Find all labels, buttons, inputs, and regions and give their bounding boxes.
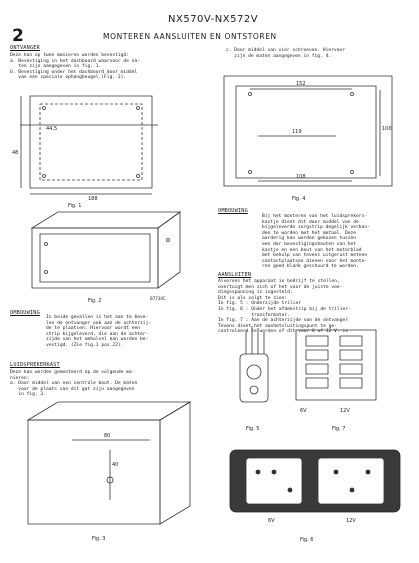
page-number: 2: [12, 26, 24, 46]
text-line: len de ontvanger ook aan de achterzij-: [46, 320, 152, 326]
fig7-terminal: [306, 350, 328, 360]
text-line: Deze kan op twee manieren worden bevestigd:: [10, 53, 129, 58]
text-line: In fig. 6 : Onder het afdekstrip bij de trilier-: [218, 306, 351, 312]
text-line: met behulp van tevens uitgerust meteen: [262, 253, 368, 259]
text-line: c. Door middel van vier schroeven. Hiervoor: [226, 48, 345, 53]
text-line: in fig. 3.: [10, 392, 46, 398]
fig6-contact: [350, 488, 354, 492]
text-line: In fig. 7 : Aan de achterzijde van de ontvanger: [218, 318, 348, 324]
fig6-left-panel: [246, 458, 302, 504]
fig5-label-6v: 6V: [300, 408, 307, 414]
fig1-outer-rect: [30, 96, 152, 188]
fig7-panel: [296, 330, 376, 400]
fig2-code: B7734C: [150, 296, 166, 301]
text-line: ren goed blank geschuurd te worden.: [262, 264, 359, 270]
fig6-contact: [288, 488, 292, 492]
fig6-contact: [334, 470, 338, 474]
fig2-side-face: [158, 212, 180, 288]
fig6-contact: [256, 470, 260, 474]
fig2-top-face: [32, 212, 180, 228]
fig1-cutout-rect: [40, 104, 142, 180]
fig6-label-12v: 12V: [346, 518, 356, 524]
text-line: kastje dient dit door middel van de: [262, 219, 359, 225]
fig1-caption: Fig. 1: [68, 203, 82, 209]
fig7-terminal: [340, 336, 362, 346]
fig2-hole: [45, 271, 48, 274]
fig4-dim-mid: 119: [292, 129, 302, 135]
fig2-caption: Fig. 2: [88, 298, 102, 304]
fig6-label-6v: 6V: [268, 518, 275, 524]
text-line: a. Bevestiging in het dashboard waarvoor de na-: [10, 58, 140, 64]
heading-ombouwing-right: OMBOUWING: [218, 208, 248, 214]
fig1-hole: [137, 107, 140, 110]
fig5-socket: [247, 365, 261, 379]
text-line: vestigd. (Zie fig.1 pos.22).: [46, 342, 124, 348]
figure-6-drawing: [230, 450, 400, 512]
fig6-contact: [272, 470, 276, 474]
fig4-inner-rect: [236, 86, 376, 178]
text-luidsprekerkast: [10, 370, 137, 398]
fig3-side-face: [160, 402, 190, 524]
fig2-inner-panel: [40, 234, 150, 282]
fig4-dim-bottom: 108: [296, 174, 306, 180]
text-line: Alvorens het apparaat in bedrijf te stellen,: [218, 279, 340, 284]
text-line: In beide gevallen is het aan te beve-: [46, 315, 149, 320]
text-line: ten zijn aangegeven in fig. 1.: [10, 64, 102, 70]
figure-2-drawing: [32, 212, 180, 288]
text-line: contactplaatsen dienen voor het monte-: [262, 258, 368, 264]
model-number: NX570V-NX572V: [168, 14, 259, 25]
fig6-contact: [366, 470, 370, 474]
text-line: voor de plaats van dit gat zijn aangegeven: [10, 386, 135, 392]
heading-ontvanger: ONTVANGER: [10, 45, 40, 51]
text-line: nieren:: [10, 375, 30, 381]
fig3-dim-b: 40: [112, 462, 119, 468]
text-line: overtuigt men zich of het voor de juiste voe-: [218, 284, 343, 290]
text-line: b. Bevestiging onder het dashboord door middel: [10, 69, 138, 75]
fig3-front-face: [28, 420, 160, 524]
fig7-terminal: [306, 378, 328, 388]
text-line: strip bijgeleverd, die aan de achter-: [46, 331, 149, 337]
fig1-hole: [43, 107, 46, 110]
text-ombouwing-left: [46, 315, 151, 349]
fig7-terminal: [306, 336, 328, 346]
fig7-terminal: [340, 378, 362, 388]
fig5-label-12v: 12V: [340, 408, 350, 414]
fig4-hole: [249, 171, 252, 174]
fig4-hole: [249, 93, 252, 96]
text-line: dingsspanning is ingesteld.: [218, 290, 293, 296]
fig2-front-face: [32, 228, 158, 288]
text-aansluiten: [218, 279, 351, 335]
figure-5-drawing: [240, 326, 268, 402]
fig2-hole: [45, 243, 48, 246]
text-ontvanger: [10, 53, 140, 81]
fig1-hole: [137, 175, 140, 178]
fig3-caption: Fig. 3: [92, 536, 106, 542]
fig5-connector-body: [240, 354, 268, 402]
text-line: In fig. 5 : Onderzijde trilier: [218, 301, 301, 307]
text-line: van een speciale ophangbeugel.(Fig. 2).: [10, 75, 127, 81]
text-line: a. Door middel van een centrale bout. De maten: [10, 381, 138, 387]
text-line: Tevens dient het aanhetsluitingspunt te ge-: [218, 323, 337, 329]
text-line: een der bevestigingsbouten van het: [262, 241, 357, 247]
text-line: controleerd te worden of dit voor 6 of 12 V. is: [218, 329, 348, 335]
text-line: Bij het monteren van het luidsprekers-: [262, 214, 368, 219]
fig7-caption: Fig. 7: [332, 426, 346, 432]
figure-3-drawing: [28, 402, 190, 524]
text-line: de te plaatsen. Hiervoor wordt een: [46, 326, 141, 332]
figure-1-drawing: [20, 96, 158, 194]
fig1-dim-top: 44,5: [46, 126, 58, 132]
fig7-terminal: [340, 364, 362, 374]
fig1-dim-bottom: 188: [88, 196, 98, 202]
fig3-top-face: [28, 402, 190, 420]
page-title: MONTEREN AANSLUITEN EN ONTSTOREN: [103, 32, 277, 41]
fig4-hole: [351, 171, 354, 174]
text-line: zijn de maten aangegeven in fig. 4.: [226, 53, 332, 59]
fig2-hole: [167, 239, 170, 242]
text-line: zijde van het omhulsel kan worden be-: [46, 337, 149, 343]
text-right-intro: [226, 48, 345, 59]
text-line: den te worden met het metaal. Deze: [262, 230, 357, 236]
text-ombouwing-right: [262, 214, 370, 270]
fig5-socket: [250, 386, 258, 394]
fig7-terminal: [340, 350, 362, 360]
fig1-hole: [43, 175, 46, 178]
fig4-dim-top: 152: [296, 81, 306, 87]
fig7-terminal: [306, 364, 328, 374]
figure-4-drawing: [224, 76, 392, 186]
heading-luidsprekerkast: LUIDSPREKERKAST: [10, 362, 60, 368]
text-line: aarderig kan worden gekozen tussen: [262, 236, 357, 242]
fig4-caption: Fig. 4: [292, 196, 306, 202]
text-line: transformator.: [218, 312, 290, 318]
fig4-dim-right: 100: [382, 126, 392, 132]
figure-7-drawing: [296, 330, 376, 400]
text-line: bijgeleverde zorgstrip degelijk verbon-: [262, 225, 370, 231]
fig4-hole: [351, 93, 354, 96]
text-line: kastje en een bout van het motorblad: [262, 247, 362, 253]
fig1-dim-left: 48: [12, 150, 19, 156]
fig3-dim-a: 80: [104, 433, 111, 439]
fig6-right-panel: [318, 458, 384, 504]
heading-ombouwing-left: OMBOUWING: [10, 310, 40, 316]
fig5-caption: Fig. 5: [246, 426, 260, 432]
text-line: Deze kan worden gemonteerd op de volgende ma-: [10, 370, 135, 375]
heading-aansluiten: AANSLUITEN: [218, 272, 252, 278]
text-line: Dit is als volgt te zien:: [218, 295, 288, 301]
fig6-caption: Fig. 6: [300, 537, 314, 543]
